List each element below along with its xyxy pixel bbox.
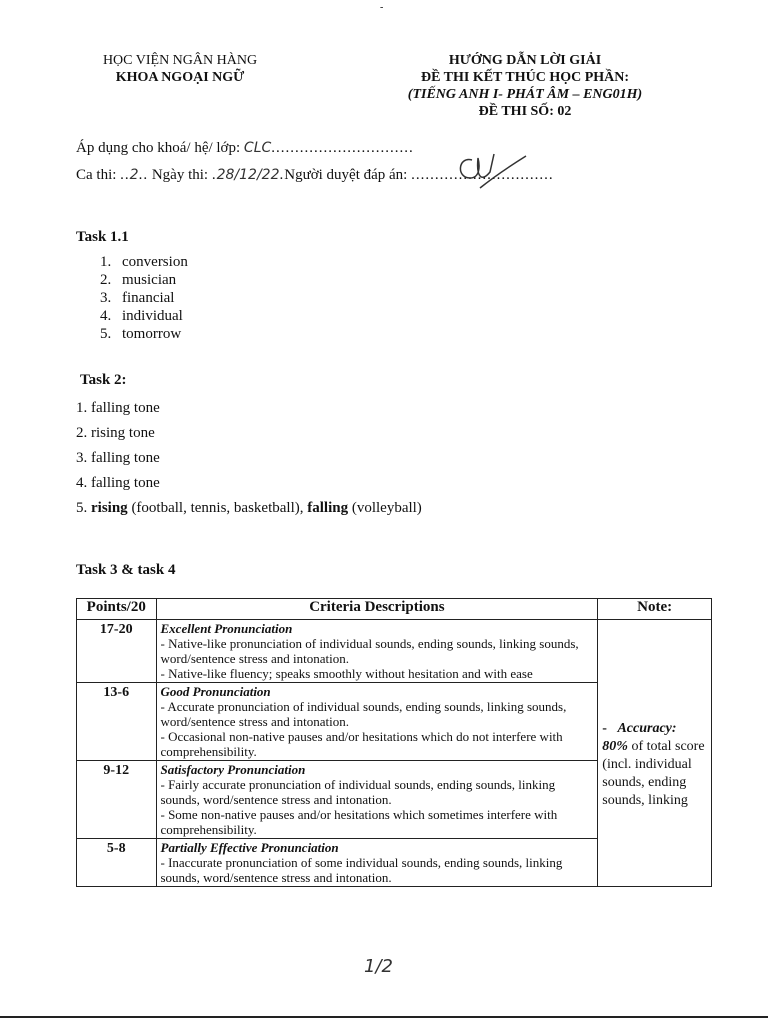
date-label: Ngày thi: (151, 167, 209, 183)
level-title: Good Pronunciation (160, 684, 271, 699)
task2-list (76, 396, 422, 521)
criteria-cell: Good Pronunciation - Accurate pronunciation of individual sounds, ending sounds, linking sounds, word/sentence stress and intonation. - Occasional non-native pauses and/or hesitations which do not interfere with comprehensibility. (156, 683, 598, 761)
level-title: Excellent Pronunciation (160, 621, 293, 636)
criteria-cell: Partially Effective Pronunciation - Inaccurate pronunciation of some individual sounds, ending sounds, linking sounds, word/sentence stress and intonation. (156, 839, 598, 887)
table-row (77, 620, 712, 683)
points-header: Points/20 (77, 599, 157, 620)
task2-title: Task 2: (80, 372, 127, 388)
date-value: 28/12/22 (216, 167, 280, 183)
shift-value: 2 (129, 167, 139, 183)
faculty-name: KHOA NGOẠI NGỮ (115, 70, 245, 85)
task1-list (100, 253, 188, 343)
page-number: 1/2 (364, 956, 393, 977)
apply-dots: .............................. (271, 140, 414, 156)
apply-value: CLC (243, 140, 272, 156)
top-mark: - (380, 2, 384, 13)
task1-title: Task 1.1 (76, 229, 129, 245)
course-name: (TIẾNG ANH I- PHÁT ÂM – ENG01H) (407, 87, 643, 102)
institution-header (80, 52, 280, 86)
exam-number: ĐỀ THI SỐ: 02 (478, 104, 572, 119)
exam-title: ĐỀ THI KẾT THÚC HỌC PHẦN: (420, 70, 630, 85)
shift-line: Ca thi: ..2.. Ngày thi: .28/12/22.Người duyệt đáp án: .............................. (76, 167, 554, 183)
list-item: 5. tomorrow (100, 326, 182, 342)
list-item: 1. conversion (100, 254, 188, 270)
bottom-border (0, 1016, 768, 1018)
task34-title: Task 3 & task 4 (76, 562, 176, 578)
points-cell: 5-8 (77, 839, 157, 887)
shift-label: Ca thi: (76, 167, 117, 183)
criteria-cell: Excellent Pronunciation - Native-like pronunciation of individual sounds, ending sounds, linking sounds, word/sentence stress and intonation. - Native-like fluency; speaks smoothly without hesitation and with ease (156, 620, 598, 683)
list-item: 2. rising tone (76, 425, 155, 441)
points-cell: 17-20 (77, 620, 157, 683)
list-item: 3. financial (100, 290, 175, 306)
criteria-header: Criteria Descriptions (156, 599, 598, 620)
document-title: HƯỚNG DẪN LỜI GIẢI (448, 53, 602, 68)
apply-label: Áp dụng cho khoá/ hệ/ lớp: (76, 140, 241, 156)
level-title: Partially Effective Pronunciation (160, 840, 339, 855)
list-item: 5. rising (football, tennis, basketball), falling (volleyball) (76, 500, 422, 516)
list-item: 3. falling tone (76, 450, 160, 466)
approver-signature (440, 148, 530, 198)
list-item: 4. individual (100, 308, 183, 324)
note-cell: - Accuracy: 80% of total score (incl. individual sounds, ending sounds, linking (598, 620, 712, 887)
apply-line (76, 138, 716, 158)
table-header-row (77, 599, 712, 620)
criteria-table (76, 598, 712, 887)
list-item: 4. falling tone (76, 475, 160, 491)
list-item: 2. musician (100, 272, 177, 288)
criteria-cell: Satisfactory Pronunciation - Fairly accurate pronunciation of individual sounds, ending sounds, linking sounds, word/sentence stress and intonation. - Some non-native pauses and/or hesitations which sometimes interfere with comprehensibility. (156, 761, 598, 839)
points-cell: 13-6 (77, 683, 157, 761)
note-header: Note: (598, 599, 712, 620)
level-title: Satisfactory Pronunciation (160, 762, 306, 777)
document-header (365, 52, 685, 120)
points-cell: 9-12 (77, 761, 157, 839)
approver-label: Người duyệt đáp án: (284, 167, 408, 183)
institution-name: HỌC VIỆN NGÂN HÀNG (102, 53, 258, 68)
list-item: 1. falling tone (76, 400, 160, 416)
